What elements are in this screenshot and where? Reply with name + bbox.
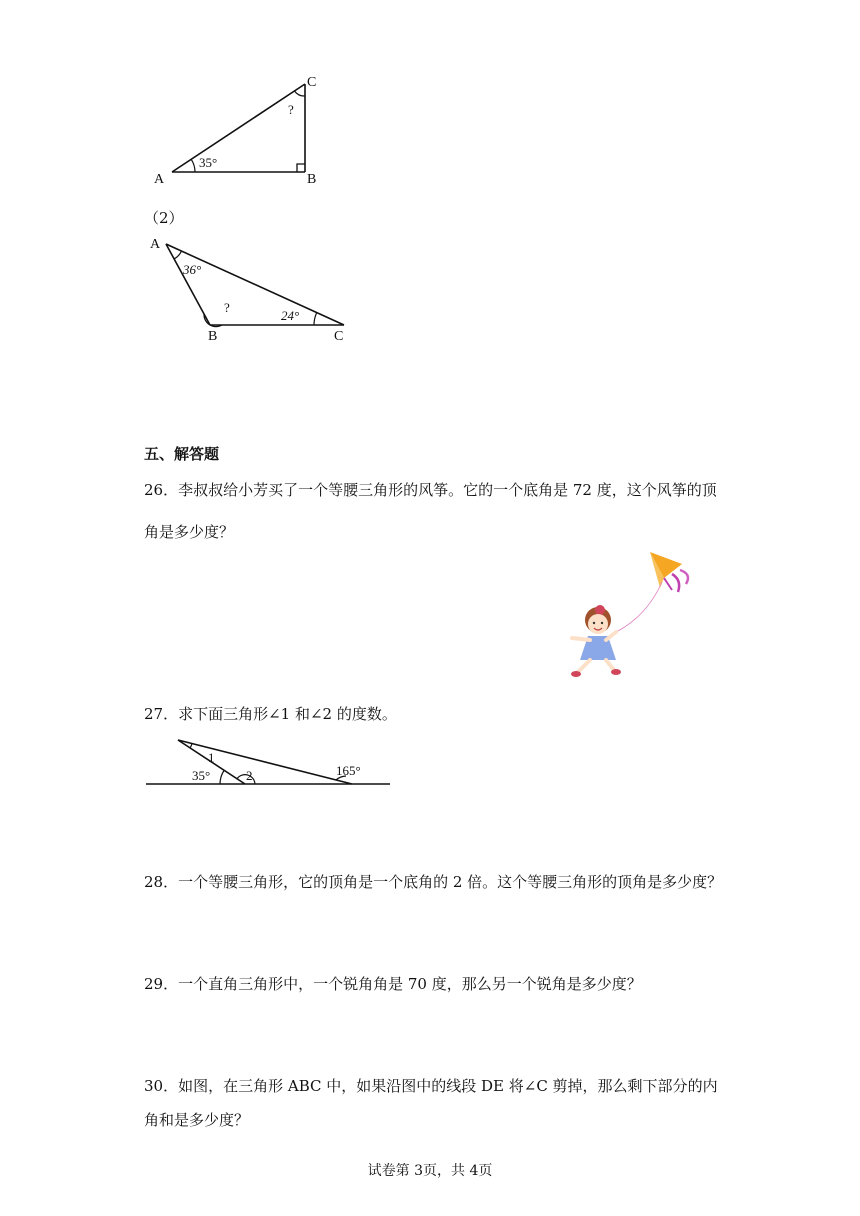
vertex-c-label: C xyxy=(334,329,344,344)
figure-obtuse-triangle xyxy=(140,230,360,348)
question-26-line-2: 角是多少度？ xyxy=(144,523,235,541)
angle-35-label: 35° xyxy=(192,768,211,783)
figure-right-triangle xyxy=(140,70,340,190)
question-29: 29．一个直角三角形中，一个锐角角是 70 度，那么另一个锐角是多少度？ xyxy=(144,975,642,993)
figure-2-label: （2） xyxy=(144,209,184,227)
vertex-a-label: A xyxy=(150,237,161,252)
question-30-line-1: 30．如图，在三角形 ABC 中，如果沿图中的线段 DE 将∠C 剪掉，那么剩下部分的内 xyxy=(144,1077,718,1095)
angle-c-label: ? xyxy=(288,102,294,117)
angle-c-label: 24° xyxy=(281,308,300,323)
angle-a-label: 36° xyxy=(183,262,202,277)
vertex-a-label: A xyxy=(154,172,165,187)
vertex-c-label: C xyxy=(307,75,317,90)
question-30-line-2: 角和是多少度？ xyxy=(144,1111,250,1129)
angle-a-label: 35° xyxy=(199,155,218,170)
page-footer: 试卷第 3页，共 4页 xyxy=(367,1163,493,1179)
angle-165-label: 165° xyxy=(336,763,361,778)
vertex-b-label: B xyxy=(307,172,317,187)
girl-flying-kite-illustration xyxy=(560,548,700,680)
question-27: 27．求下面三角形∠1 和∠2 的度数。 xyxy=(144,705,397,723)
angle-1-label: 1 xyxy=(208,750,215,765)
question-28: 28．一个等腰三角形，它的顶角是一个底角的 2 倍。这个等腰三角形的顶角是多少度？ xyxy=(144,873,723,891)
angle-b-label: ? xyxy=(224,300,230,315)
section-title: 五、解答题 xyxy=(144,445,220,463)
angle-2-label: 2 xyxy=(246,768,253,783)
figure-triangle-on-line xyxy=(140,730,400,792)
vertex-b-label: B xyxy=(208,329,218,344)
question-26-line-1: 26．李叔叔给小芳买了一个等腰三角形的风筝。它的一个底角是 72 度，这个风筝的顶 xyxy=(144,481,717,499)
